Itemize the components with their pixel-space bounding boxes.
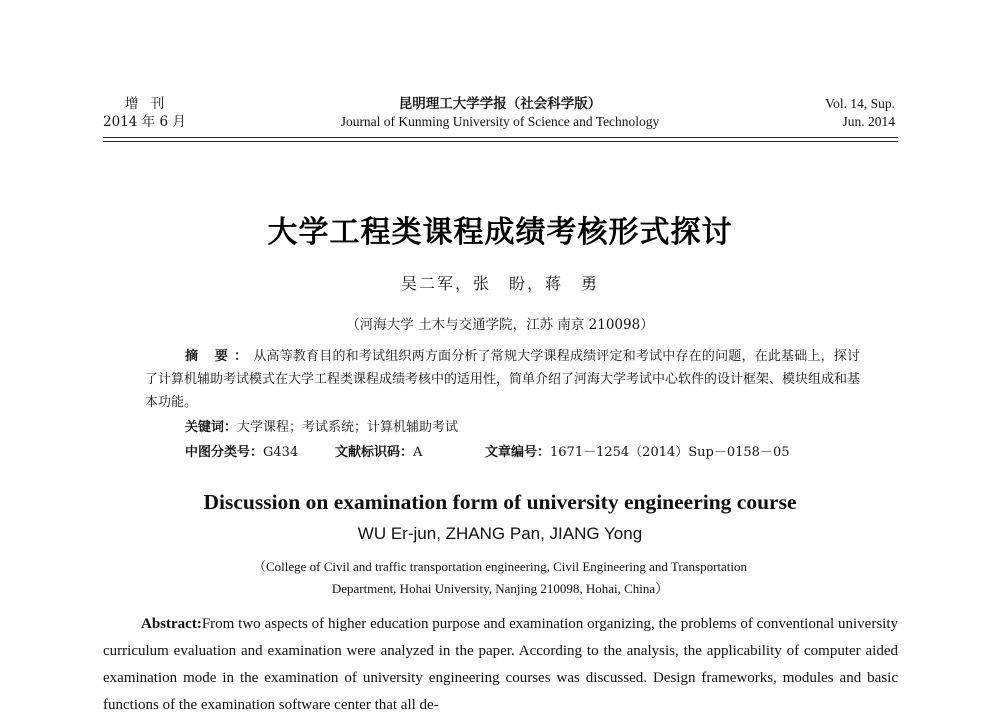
- keywords-cn-label: 关键词：: [185, 420, 238, 435]
- volume: Vol. 14, Sup.: [825, 96, 895, 111]
- article-number-value: 1671－1254（2014）Sup－0158－05: [550, 445, 790, 460]
- abstract-en: [103, 611, 898, 719]
- abstract-en-text: From two aspects of higher education purpose and examination organizing, the problems of conventional university curriculum evaluation and examination were analyzed in the paper. According to the analysis, the applicability of computer aided examination mode in the examination of university engineering courses was discussed. Design frameworks, modules and basic functions of the examination software center that all de-: [103, 616, 898, 713]
- keywords-cn-text: 大学课程；考试系统；计算机辅助考试: [237, 420, 459, 435]
- abstract-cn-text: 从高等教育目的和考试组织两方面分析了常规大学课程成绩评定和考试中存在的问题，在此基础上，探讨了计算机辅助考试模式在大学工程类课程成绩考核中的适用性，简单介绍了河海大学考试中心软件的设计框架、模块组成和基本功能。: [145, 349, 861, 410]
- authors-en: WU Er-jun, ZHANG Pan, JIANG Yong: [357, 524, 643, 543]
- journal-name-en: Journal of Kunming University of Science and Technology: [340, 114, 660, 129]
- clc-label: 中图分类号：: [185, 445, 264, 460]
- affiliation-en: [0, 556, 1000, 600]
- abstract-en-label: Abstract:: [141, 616, 202, 632]
- doc-code-value: A: [413, 445, 423, 460]
- clc-value: G434: [263, 445, 299, 460]
- classification-line: [185, 443, 790, 463]
- affiliation-en-line1: （College of Civil and traffic transportation engineering, Civil Engineering and Transportation: [252, 559, 748, 574]
- header-rule-top: [103, 137, 898, 138]
- journal-volume-info: [825, 95, 895, 131]
- paper-title-en: Discussion on examination form of university engineering course: [203, 490, 797, 514]
- abstract-cn: [145, 345, 860, 414]
- volume-date: Jun. 2014: [842, 114, 895, 129]
- issue-type: 增 刊: [125, 96, 169, 112]
- journal-name-cn: 昆明理工大学学报（社会科学版）: [398, 96, 602, 112]
- authors-cn: 吴二军，张 盼，蒋 勇: [400, 274, 599, 293]
- affiliation-cn: （河海大学 土木与交通学院，江苏 南京 210098）: [346, 317, 654, 333]
- doc-code-label: 文献标识码：: [335, 445, 414, 460]
- abstract-cn-label: 摘 要：: [185, 349, 254, 364]
- issue-date: 2014 年 6 月: [103, 114, 186, 130]
- paper-title-cn: 大学工程类课程成绩考核形式探讨: [267, 215, 733, 250]
- header-rule-bottom: [103, 141, 898, 142]
- affiliation-en-line2: Department, Hohai University, Nanjing 210098, Hohai, China）: [331, 581, 669, 596]
- keywords-cn: [185, 418, 458, 438]
- article-number-label: 文章编号：: [485, 445, 551, 460]
